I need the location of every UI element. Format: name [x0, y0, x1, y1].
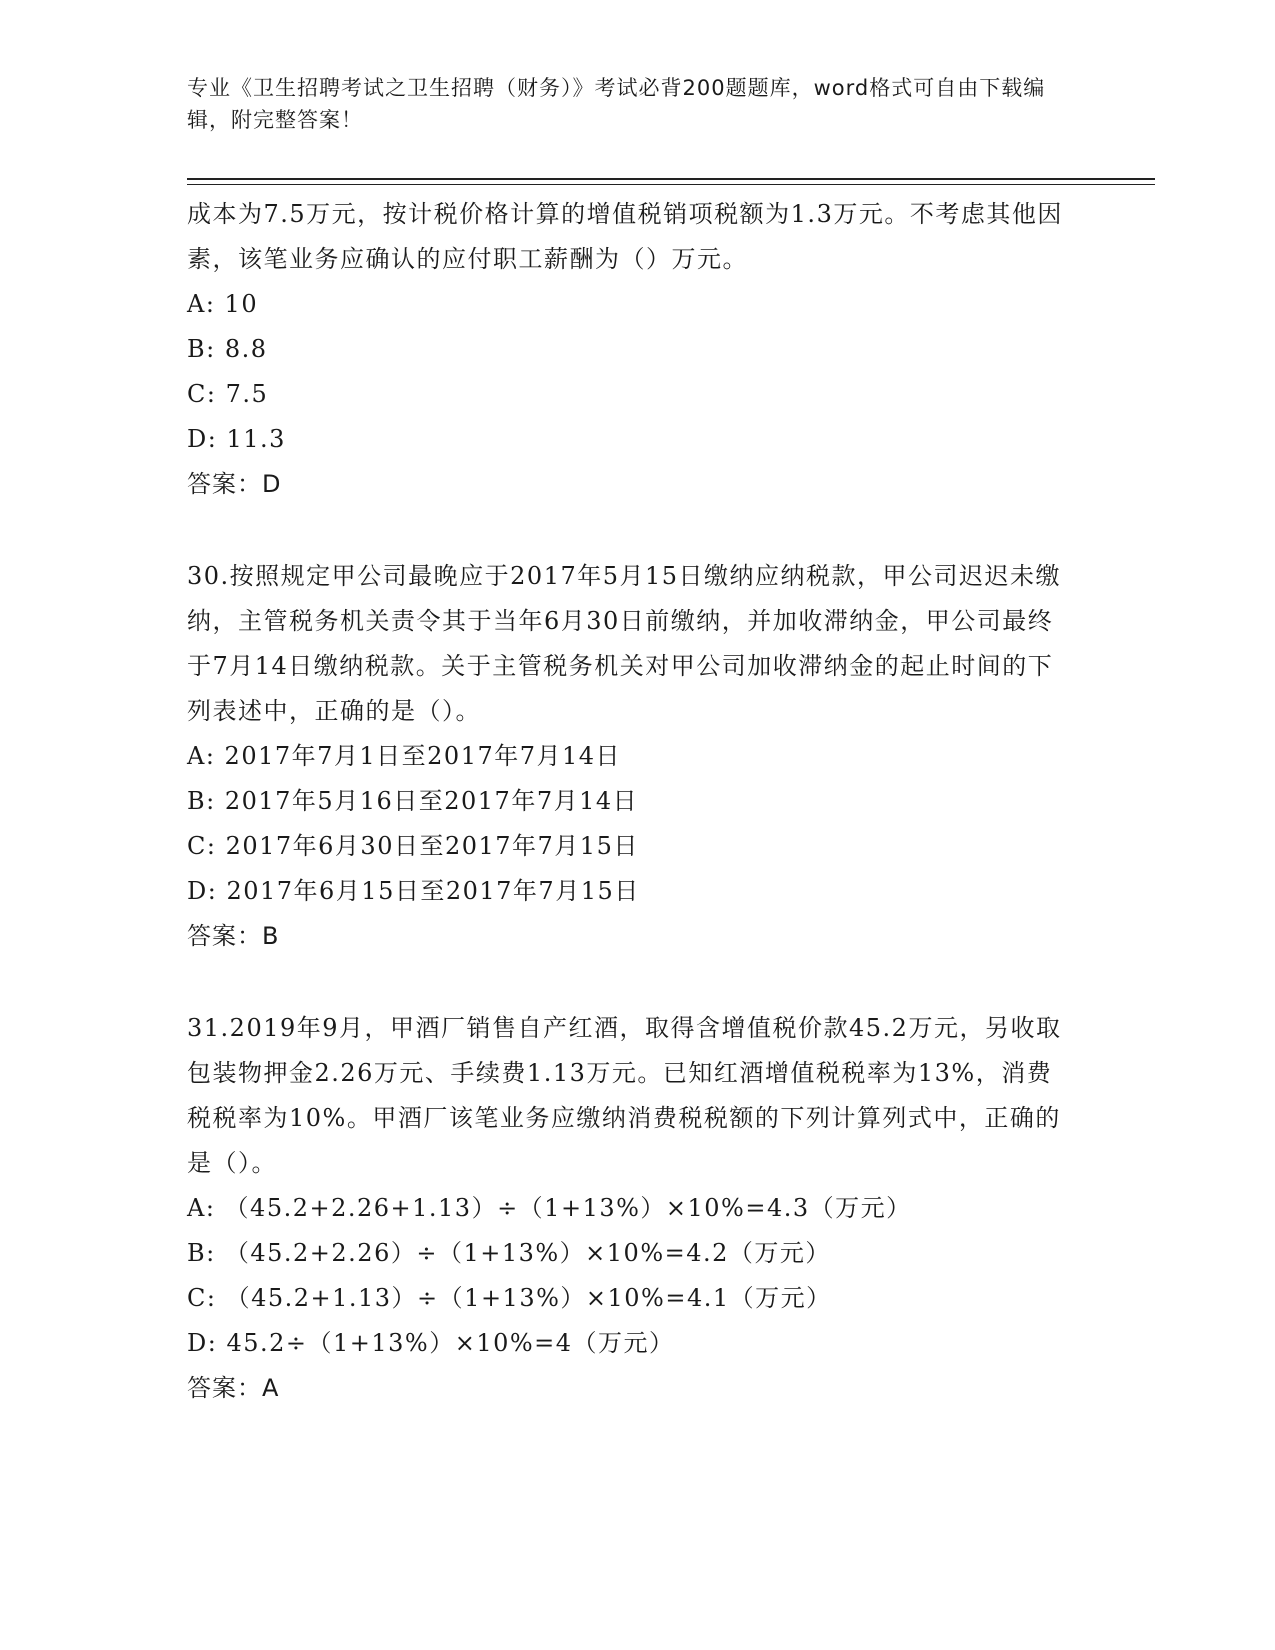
option-c: C: 2017年6月30日至2017年7月15日 [187, 832, 639, 860]
option-a: A: 2017年7月1日至2017年7月14日 [187, 742, 622, 770]
question-stem: 30.按照规定甲公司最晚应于2017年5月15日缴纳应纳税款，甲公司迟迟未缴纳，主管税务机关责令其于当年6月30日前缴纳，并加收滞纳金，甲公司最终于7月14日缴纳税款。关于主管税务机关对甲公司加收滞纳金的起止时间的下列表述中，正确的是（）。 [187, 562, 1062, 725]
option-d: D: 2017年6月15日至2017年7月15日 [187, 877, 640, 905]
answer-line: 答案：D [187, 470, 282, 498]
spacer [187, 959, 1067, 1006]
document-header: 专业《卫生招聘考试之卫生招聘（财务）》考试必背200题题库，word格式可自由下载编辑，附完整答案！ [187, 76, 1046, 132]
answer-line: 答案：A [187, 1374, 280, 1402]
header-divider-thick [187, 178, 1155, 180]
option-d: D: 11.3 [187, 425, 286, 453]
question-list [187, 192, 1067, 1411]
question-block [187, 192, 1067, 507]
spacer [187, 507, 1067, 554]
option-c: C: （45.2+1.13）÷（1+13%）×10%=4.1（万元） [187, 1284, 832, 1312]
option-b: B: （45.2+2.26）÷（1+13%）×10%=4.2（万元） [187, 1239, 831, 1267]
question-block [187, 554, 1067, 959]
question-stem: 成本为7.5万元，按计税价格计算的增值税销项税额为1.3万元。不考虑其他因素，该笔业务应确认的应付职工薪酬为（）万元。 [187, 200, 1063, 273]
option-b: B: 2017年5月16日至2017年7月14日 [187, 787, 639, 815]
option-a: A: （45.2+2.26+1.13）÷（1+13%）×10%=4.3（万元） [187, 1194, 912, 1222]
question-block [187, 1006, 1067, 1411]
option-d: D: 45.2÷（1+13%）×10%=4（万元） [187, 1329, 675, 1357]
option-b: B: 8.8 [187, 335, 268, 363]
option-a: A: 10 [187, 290, 259, 318]
option-c: C: 7.5 [187, 380, 269, 408]
header-divider-thin [187, 184, 1155, 185]
question-stem: 31.2019年9月，甲酒厂销售自产红酒，取得含增值税价款45.2万元，另收取包装物押金2.26万元、手续费1.13万元。已知红酒增值税税率为13%，消费税税率为10%。甲酒厂该笔业务应缴纳消费税税额的下列计算列式中，正确的是（）。 [187, 1014, 1062, 1177]
answer-line: 答案：B [187, 922, 280, 950]
